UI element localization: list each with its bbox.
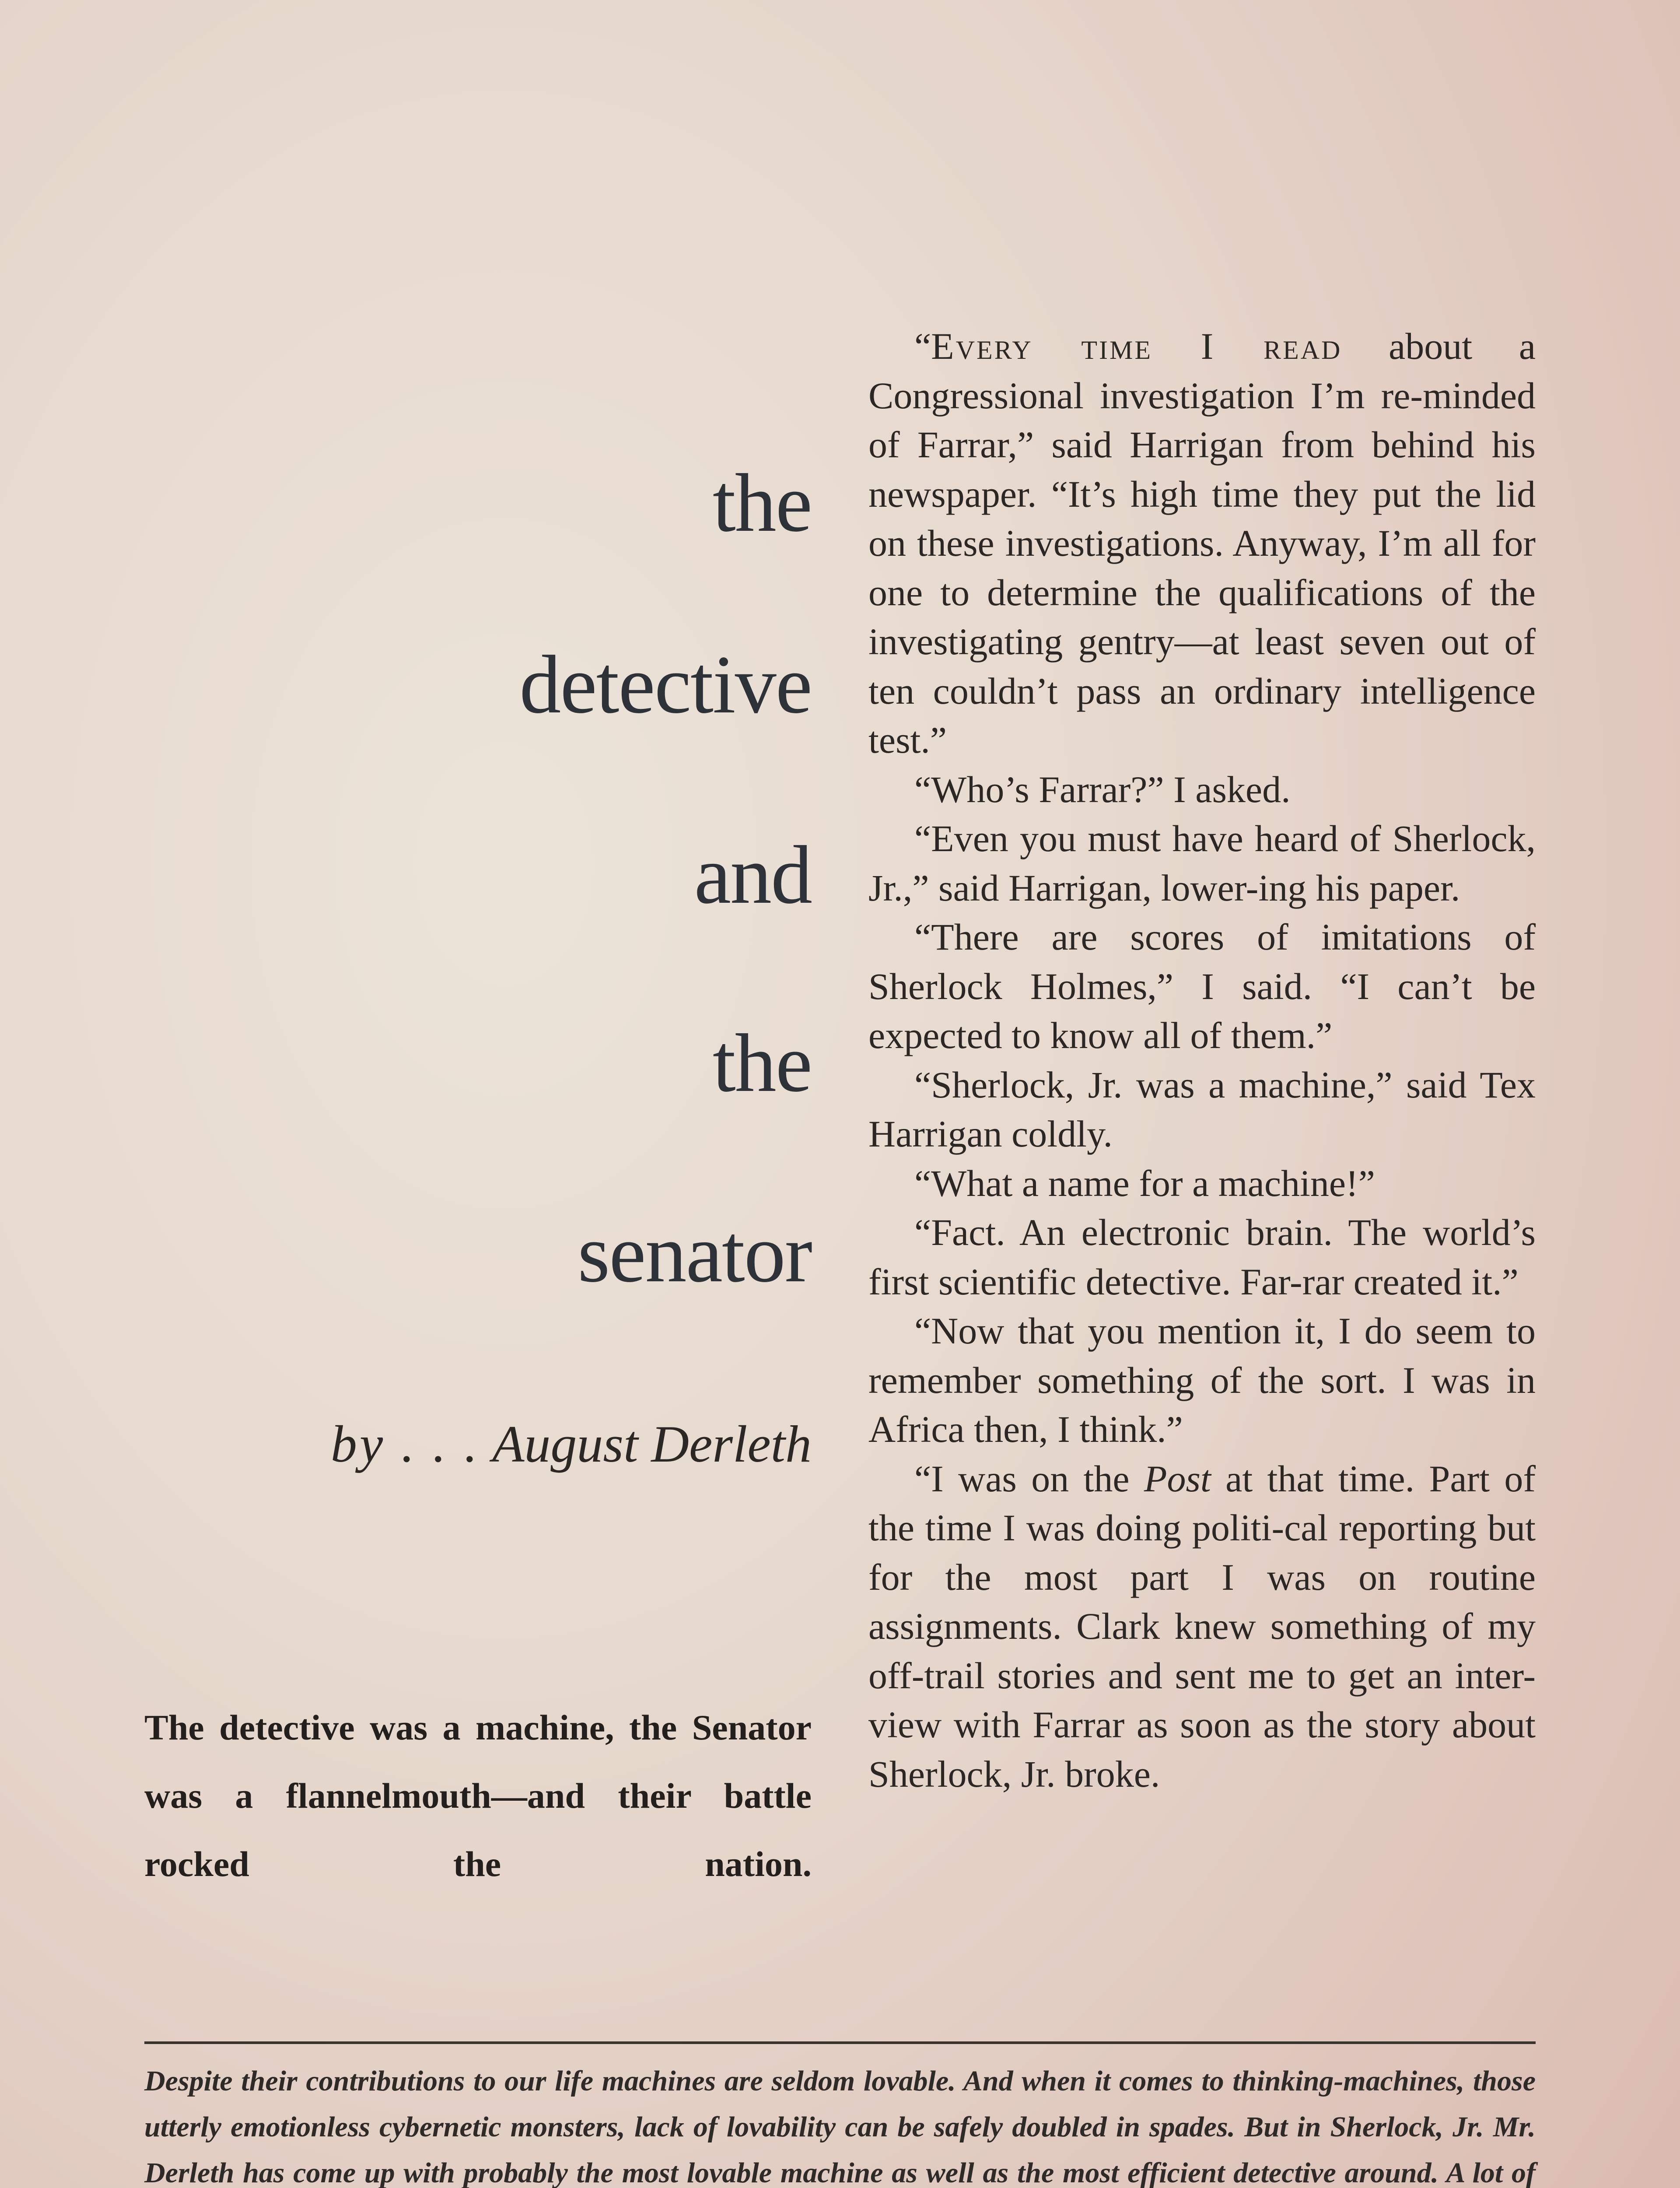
story-blurb: The detective was a machine, the Senator was a flannelmouth—and their battle rocked the nation. [144, 1708, 812, 1884]
story-paragraph: “What a name for a machine!” [914, 1162, 1375, 1204]
opening-quote: “ [914, 325, 931, 367]
title-word-senator: senator [578, 1208, 812, 1300]
title-word-the: the [712, 457, 812, 549]
story-paragraph: “Even you must have heard of Sherlock, Jr.,” said Harrigan, lower-ing his paper. [868, 817, 1536, 909]
byline-author: August Derleth [492, 1415, 812, 1473]
editorial-note: Despite their contributions to our life machines are seldom lovable. And when it comes to thinking-machines, those utterly emotionless cybernetic monsters, lack of lovability can be safely doubled in spades. But in Sherlock, Jr. Mr. Derleth has come up with probably the most lovable machine as well as the most efficient detective around. A lot of [144, 2065, 1536, 2188]
story-paragraph: “I was on the Post at that time. Part of the time I was doing politi-cal reporting but for the most part I was on routine assignments. Clark knew something of my off-trail stories and sent me to get an inter-view with Farrar as soon as the story about Sherlock, Jr. broke. [868, 1457, 1536, 1795]
title-word-the-2: the [712, 1017, 812, 1109]
title-word-and: and [694, 829, 812, 921]
story-body [868, 322, 1536, 1799]
byline [330, 1415, 812, 1473]
story-paragraph: “Fact. An electronic brain. The world’s first scientific detective. Far-rar created it.” [868, 1211, 1536, 1303]
story-paragraph: “Now that you mention it, I do seem to remember something of the sort. I was in Africa then, I think.” [868, 1310, 1536, 1450]
story-paragraph: “Sherlock, Jr. was a machine,” said Tex Harrigan coldly. [868, 1063, 1536, 1155]
divider-top [144, 2041, 1536, 2044]
story-paragraph: “Every time I read about a Congressional investigation I’m re-minded of Farrar,” said Harrigan from behind his newspaper. “It’s high time they put the lid on these investigations. Anyway, I’m all for one to determine the qualifications of the investigating gentry—at least seven out of ten couldn’t pass an ordinary intelligence test.” [868, 325, 1536, 761]
story-paragraph: “Who’s Farrar?” I asked. [914, 768, 1291, 810]
opening-smallcaps: Every time I read [931, 325, 1342, 367]
byline-prefix: by . . . [330, 1415, 480, 1473]
newspaper-name: Post [1144, 1457, 1211, 1500]
story-paragraph: “There are scores of imitations of Sherlock Holmes,” I said. “I can’t be expected to know all of them.” [868, 916, 1536, 1056]
title-word-detective: detective [519, 639, 812, 731]
